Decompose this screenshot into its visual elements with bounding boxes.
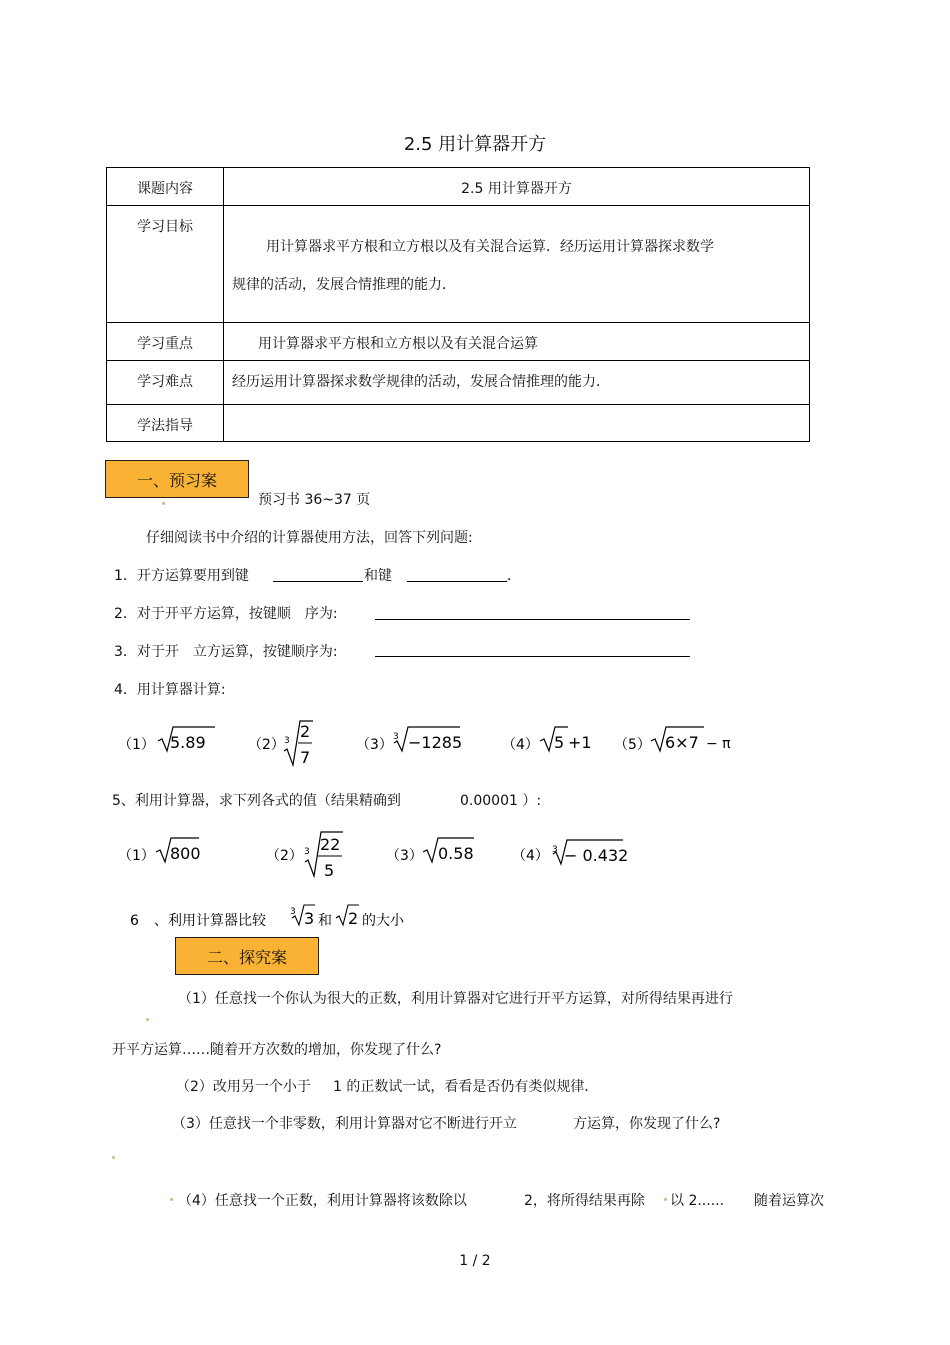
row-label-key: 学习重点 [107,323,224,361]
row-value-goals [224,206,810,323]
q4-expr-5: 6×7 [665,733,699,752]
q4-index-3: 3 [393,732,399,742]
goals-line-1: 用计算器求平方根和立方根以及有关混合运算．经历运用计算器探求数学 [266,239,714,255]
q4-index-2: 3 [284,736,290,746]
explore-p3-b: 方运算，你发现了什么? [573,1116,721,1132]
q6-radicand-1: 3 [304,909,315,928]
page-number: 1 / 2 [459,1253,491,1269]
q1-text-c: ． [507,568,521,584]
page-title: 2.5 用计算器开方 [403,134,547,155]
row-value-content: 2.5 用计算器开方 [224,168,810,206]
goals-line-2: 规律的活动，发展合情推理的能力． [232,277,456,293]
q5-expr-3: 0.58 [438,844,474,863]
q5-expr-4: − 0.432 [564,846,629,865]
q1-blank-2[interactable] [407,581,507,582]
q3-text: 3．对于开 立方运算，按键顺序为: [114,644,338,660]
q2-text: 2．对于开平方运算，按键顺 序为: [114,606,338,622]
explore-p4-a: （4）任意找一个正数，利用计算器将该数除以 [178,1193,467,1209]
explore-p2-a: （2）改用另一个小于 [176,1079,311,1095]
q1-text-a: 1．开方运算要用到键 [114,568,249,584]
section-badge-explore: 二、探究案 [175,937,319,975]
row-value-key: 用计算器求平方根和立方根以及有关混合运算 [224,323,810,361]
explore-p2-b: 1 的正数试一试，看看是否仍有类似规律． [333,1079,599,1095]
q3-blank[interactable] [375,656,690,657]
q6-number: 6 [130,913,139,929]
q4-num-2-denominator: 7 [300,748,311,767]
q5-num-3: （3） [386,848,423,864]
q5-expr-1: 800 [170,844,201,863]
q4-num-2: （2） [248,737,285,753]
speck-mark [170,1198,173,1201]
speck-mark [664,1198,667,1201]
speck-mark [162,502,165,505]
speck-mark [146,1018,149,1021]
q6-radicand-2: 2 [348,909,359,928]
section-badge-preview: 一、预习案 [105,460,249,498]
q4-expressions [112,715,752,775]
explore-p3-a: （3）任意找一个非零数，利用计算器对它不断进行开立 [172,1116,517,1132]
q5-index-4: 3 [552,845,558,855]
info-table [106,167,810,442]
row-value-method [224,405,810,442]
explore-p4-d: 随着运算次 [754,1193,824,1209]
explore-p1-line1: （1）任意找一个你认为很大的正数，利用计算器对它进行开平方运算，对所得结果再进行 [178,991,733,1007]
q4-expr-5-tail: − π [706,736,731,752]
q4-expr-3: −1285 [408,733,463,752]
q5-num-4: （4） [512,848,549,864]
q4-num-3: （3） [356,737,393,753]
speck-mark [112,1156,115,1159]
q1-text-b: 和键 [364,568,392,584]
q5-num-2-denominator: 5 [324,861,335,880]
explore-p4-b: 2，将所得结果再除 [524,1193,645,1209]
preview-pages: 预习书 36~37 页 [258,492,371,508]
explore-p1-line2: 开平方运算……随着开方次数的增加，你发现了什么? [112,1042,442,1058]
row-label-content: 课题内容 [107,168,224,206]
q4-text: 4．用计算器计算: [114,682,226,698]
q4-expr-4-tail: +1 [568,733,592,752]
row-label-difficulty: 学习难点 [107,361,224,405]
q4-num-1: （1） [118,737,155,753]
q6-index: 3 [290,907,296,917]
q6-text-b: 的大小 [362,913,404,929]
q5-num-2: （2） [266,848,303,864]
q4-expr-4: 5 [554,733,565,752]
q4-num-4: （4） [502,737,539,753]
row-value-difficulty: 经历运用计算器探求数学规律的活动，发展合情推理的能力． [224,361,810,405]
row-label-method: 学法指导 [107,405,224,442]
q4-num-5: （5） [614,737,651,753]
q6-text-a: 、利用计算器比较 [154,913,266,929]
q6-line [112,900,432,936]
q6-mid: 和 [318,913,332,929]
q5-num-2-numerator: 22 [320,835,341,854]
q5-text-a: 5、利用计算器，求下列各式的值（结果精确到 [112,793,401,809]
q5-expressions [112,826,672,886]
explore-p4-c: 以 2...... [670,1193,725,1209]
intro-text: 仔细阅读书中介绍的计算器使用方法，回答下列问题: [146,530,473,546]
q1-blank-1[interactable] [273,581,363,582]
q5-num-1: （1） [118,848,155,864]
q5-index-2: 3 [304,847,310,857]
q2-blank[interactable] [375,619,690,620]
q5-text-b: 0.00001 ）: [460,793,542,809]
q4-expr-1: 5.89 [170,733,206,752]
row-label-goals: 学习目标 [107,206,224,323]
q4-num-2-numerator: 2 [300,722,311,741]
